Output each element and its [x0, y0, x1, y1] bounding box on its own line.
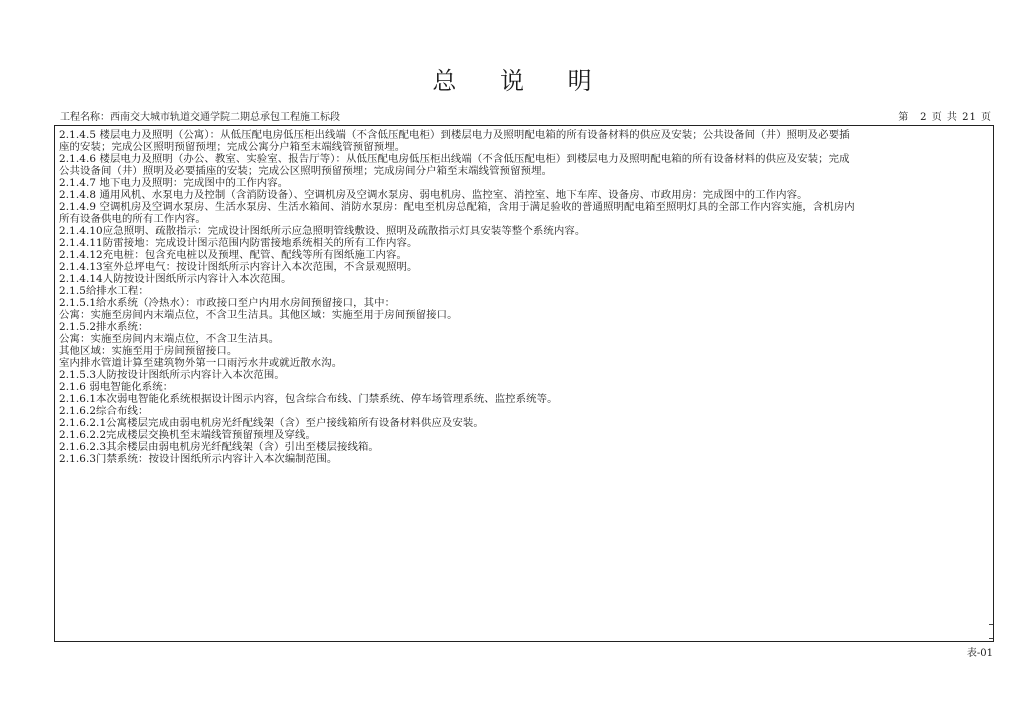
text-line: 2.1.6.3门禁系统：按设计图纸所示内容计入本次编制范围。	[59, 453, 338, 465]
page-indicator: 第 2 页 共 21 页	[898, 112, 992, 123]
text-line: 2.1.4.8 通用风机、水泵电力及控制（含消防设备）、空调机房及空调水泵房、弱电机房、监控室、消控室、地下车库、设备房、市政用房：完成图中的工作内容。	[59, 189, 808, 201]
text-line: 公共设备间（井）照明及必要插座的安装；完成公区照明预留预埋；完成房间分户箱至末端线管预留预埋。	[59, 165, 553, 177]
text-line: 2.1.4.9 空调机房及空调水泵房、生活水泵房、生活水箱间、消防水泵房：配电至机房总配箱，含用于满足验收的普通照明配电箱至照明灯具的全部工作内容实施，含机房内	[59, 201, 855, 213]
text-line: 2.1.4.10应急照明、疏散指示：完成设计图纸所示应急照明管线敷设、照明及疏散指示灯具安装等整个系统内容。	[59, 225, 586, 237]
form-number: 表-01	[966, 648, 993, 659]
text-line: 2.1.5.1给水系统（冷热水）：市政接口至户内用水房间预留接口，其中：	[59, 297, 396, 309]
text-line: 2.1.6.1本次弱电智能化系统根据设计图示内容，包含综合布线、门禁系统、停车场管理系统、监控系统等。	[59, 393, 558, 405]
text-line: 2.1.5.3人防按设计图纸所示内容计入本次范围。	[59, 369, 285, 381]
text-line: 2.1.4.11防雷接地：完成设计图示范围内防雷接地系统相关的所有工作内容。	[59, 237, 418, 249]
text-line: 其他区域：实施至用于房间预留接口。	[59, 345, 238, 357]
text-line: 公寓：实施至房间内末端点位，不含卫生洁具。	[59, 333, 280, 345]
content-body	[55, 126, 993, 465]
text-line: 2.1.6.2综合布线：	[59, 405, 149, 417]
text-line: 所有设备供电的所有工作内容。	[59, 213, 206, 225]
text-line: 公寓：实施至房间内末端点位，不含卫生洁具。其他区域：实施至用于房间预留接口。	[59, 309, 458, 321]
text-line: 座的安装；完成公区照明预留预埋；完成公寓分户箱至末端线管预留预埋。	[59, 141, 406, 153]
frame-tick-mark	[989, 624, 993, 625]
text-line: 2.1.5.2排水系统：	[59, 321, 149, 333]
text-line: 2.1.4.12充电桩：包含充电桩以及预埋、配管、配线等所有图纸施工内容。	[59, 249, 407, 261]
text-line: 2.1.4.14人防按设计图纸所示内容计入本次范围。	[59, 273, 292, 285]
text-line: 2.1.4.7 地下电力及照明：完成图中的工作内容。	[59, 177, 289, 189]
text-line: 2.1.4.13室外总坪电气：按设计图纸所示内容计入本次范围，不含景观照明。	[59, 261, 418, 273]
text-line: 2.1.5给排水工程：	[59, 285, 149, 297]
document-title: 总 说 明	[432, 67, 610, 95]
text-line: 室内排水管道计算至建筑物外第一口雨污水井或就近散水沟。	[59, 357, 343, 369]
text-line: 2.1.6 弱电智能化系统：	[59, 381, 174, 393]
content-frame	[54, 125, 994, 642]
project-name: 工程名称：西南交大城市轨道交通学院二期总承包工程施工标段	[60, 112, 340, 123]
text-line: 2.1.4.6 楼层电力及照明（办公、教室、实验室、报告厅等）：从低压配电房低压柜出线端（不含低压配电柜）到楼层电力及照明配电箱的所有设备材料的供应及安装；完成	[59, 153, 850, 165]
text-line: 2.1.4.5 楼层电力及照明（公寓）：从低压配电房低压柜出线端（不含低压配电柜）到楼层电力及照明配电箱的所有设备材料的供应及安装；公共设备间（井）照明及必要插	[59, 129, 850, 141]
text-line: 2.1.6.2.1公寓楼层完成由弱电机房光纤配线架（含）至户接线箱所有设备材料供应及安装。	[59, 417, 484, 429]
text-line: 2.1.6.2.3其余楼层由弱电机房光纤配线架（含）引出至楼层接线箱。	[59, 441, 379, 453]
frame-tick-mark	[989, 638, 993, 639]
text-line: 2.1.6.2.2完成楼层交换机至末端线管预留预埋及穿线。	[59, 429, 316, 441]
